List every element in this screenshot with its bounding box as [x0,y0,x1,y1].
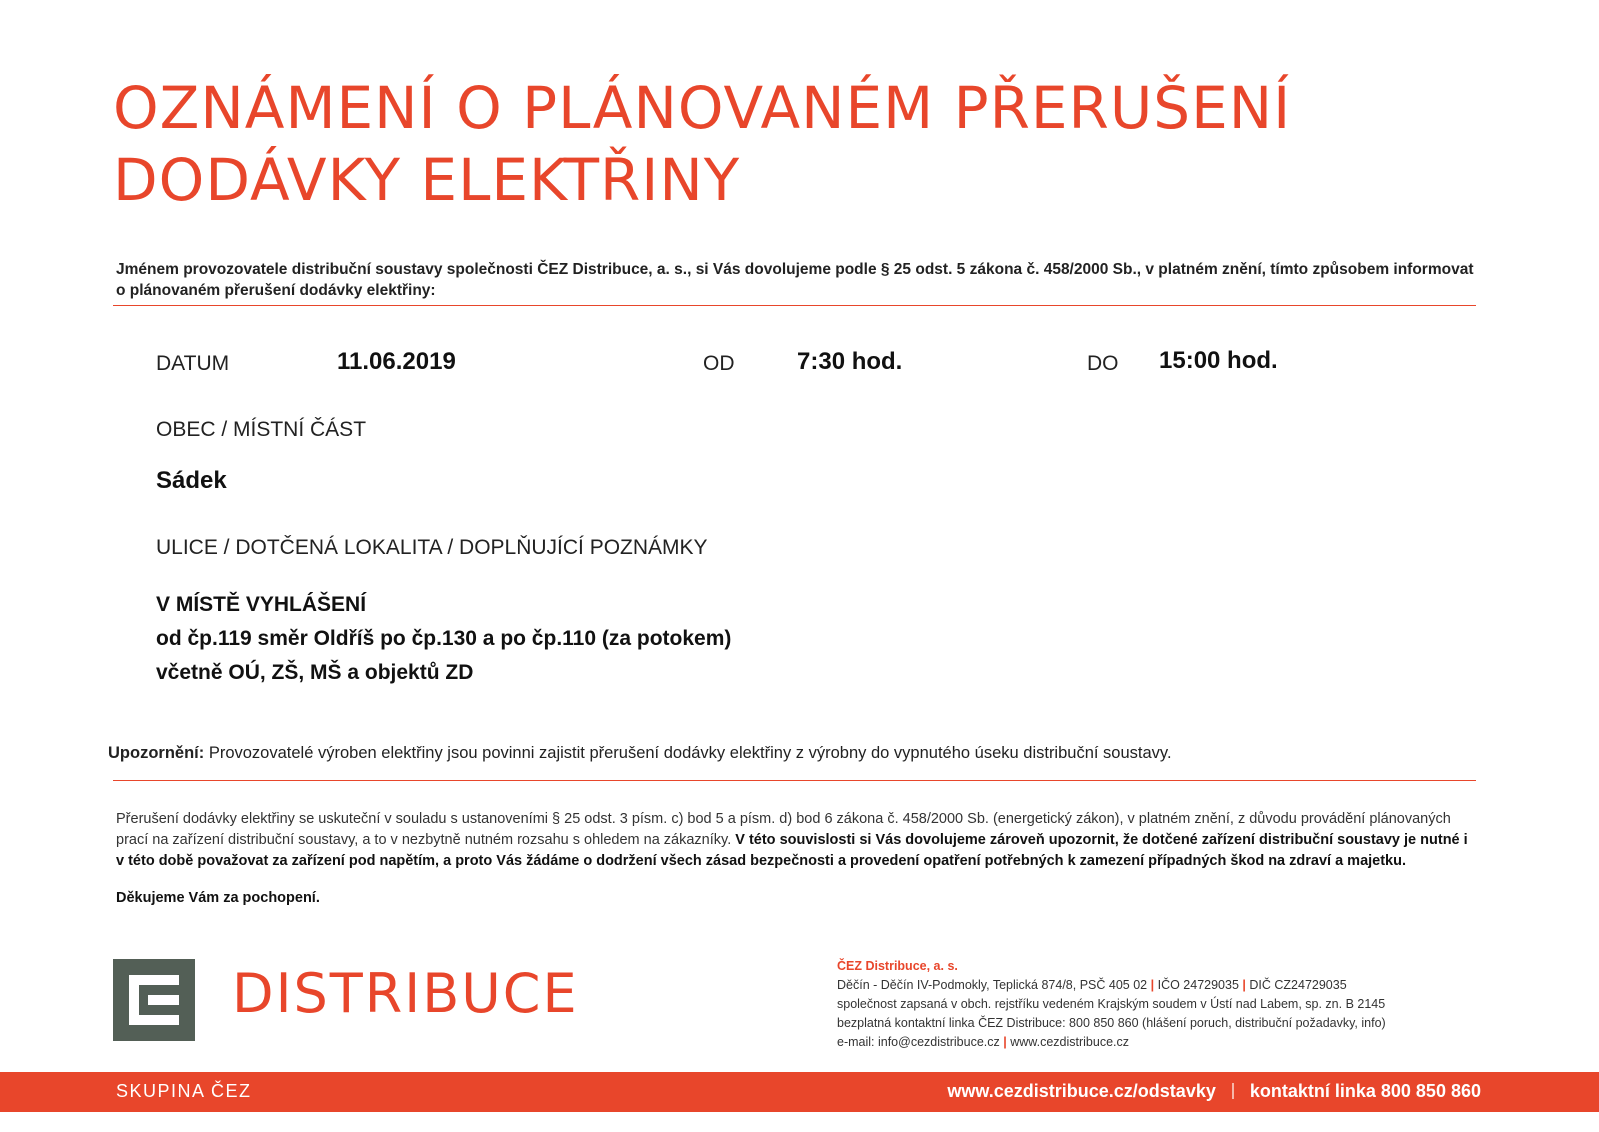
company-address: Děčín - Děčín IV-Podmokly, Teplická 874/8, PSČ 405 02 [837,978,1148,992]
divider-bottom [113,780,1476,781]
title-line-1: OZNÁMENÍ O PLÁNOVANÉM PŘERUŠENÍ [113,74,1292,142]
street-line-2: od čp.119 směr Oldříš po čp.130 a po čp.110 (za potokem) [156,627,732,650]
separator: | [1242,978,1246,992]
from-value: 7:30 hod. [797,348,903,375]
company-web[interactable]: www.cezdistribuce.cz [1010,1035,1130,1049]
thanks-text: Děkujeme Vám za pochopení. [116,890,320,906]
footer-url[interactable]: www.cezdistribuce.cz/odstavky [947,1081,1216,1101]
company-contact-line [837,1033,1386,1052]
warning-note [108,744,1172,763]
footer-group: SKUPINA ČEZ [116,1081,252,1101]
company-hotline: bezplatná kontaktní linka ČEZ Distribuce: 800 850 860 (hlášení poruch, distribuční požadavky, info) [837,1016,1386,1030]
company-name: ČEZ Distribuce, a. s. [837,959,958,973]
date-label: DATUM [156,352,230,375]
footer-contact: kontaktní linka 800 850 860 [1249,1081,1481,1101]
legal-normal: Přerušení dodávky elektřiny se uskuteční v souladu s ustanoveními § 25 odst. 3 písm. c) bod 5 a písm. d) bod 6 zákona č. 458/2000 Sb. (energetický zákon), v platném znění, z důvodu provádění plánovaných prací na zařízení distribuční soustavy, a to v nezbytně nutném rozsahu s ohledem na zákazníky. [116,811,1451,848]
municipality-label: OBEC / MÍSTNÍ ČÁST [156,418,367,441]
cez-logo-mark [113,959,195,1041]
company-ico: IČO 24729035 [1157,978,1239,992]
title-line-2: DODÁVKY ELEKTŘINY [113,146,741,214]
street-label: ULICE / DOTČENÁ LOKALITA / DOPLŇUJÍCÍ POZNÁMKY [156,536,708,559]
company-info [837,957,1386,1052]
street-line-3: včetně OÚ, ZŠ, MŠ a objektů ZD [156,661,474,684]
divider-top [113,305,1476,306]
separator: | [1003,1035,1007,1049]
municipality-value: Sádek [156,467,227,494]
company-dic: DIČ CZ24729035 [1249,978,1347,992]
company-register: společnost zapsaná v obch. rejstříku vedeném Krajským soudem v Ústí nad Labem, sp. zn. B 2145 [837,997,1386,1011]
footer-divider [1232,1083,1234,1099]
company-address-line [837,976,1386,995]
legal-bold: V této souvislosti si Vás dovolujeme zároveň upozornit, že dotčené zařízení distribuční soustavy je nutné i v této době považovat za zařízení pod napětím, a proto Vás žádáme o dodržení všech zásad bezpečnosti a provedení opatření potřebných k zamezení případných škod na zdraví a majetku. [116,832,1468,869]
company-email[interactable]: e-mail: info@cezdistribuce.cz [837,1035,1000,1049]
to-label: DO [1087,352,1119,375]
legal-text [116,809,1476,872]
warning-text: Provozovatelé výroben elektřiny jsou povinni zajistit přerušení dodávky elektřiny z výrobny do vypnutého úseku distribuční soustavy. [204,744,1172,762]
intro-text: Jménem provozovatele distribuční soustavy společnosti ČEZ Distribuce, a. s., si Vás dovolujeme podle § 25 odst. 5 zákona č. 458/2000 Sb., v platném znění, tímto způsobem informovat o plánovaném přerušení dodávky elektřiny: [116,261,1474,299]
street-line-1: V MÍSTĚ VYHLÁŠENÍ [156,593,367,616]
warning-label: Upozornění: [108,744,205,762]
logo-wordmark: DISTRIBUCE [232,962,579,1025]
street-details [156,588,731,690]
date-value: 11.06.2019 [337,348,456,375]
notice-title [113,72,1291,216]
to-value: 15:00 hod. [1159,347,1278,374]
footer-bar [0,1072,1599,1112]
from-label: OD [703,352,735,375]
separator: | [1150,978,1155,992]
cez-logo-icon [113,959,195,1041]
footer-links [947,1081,1481,1102]
